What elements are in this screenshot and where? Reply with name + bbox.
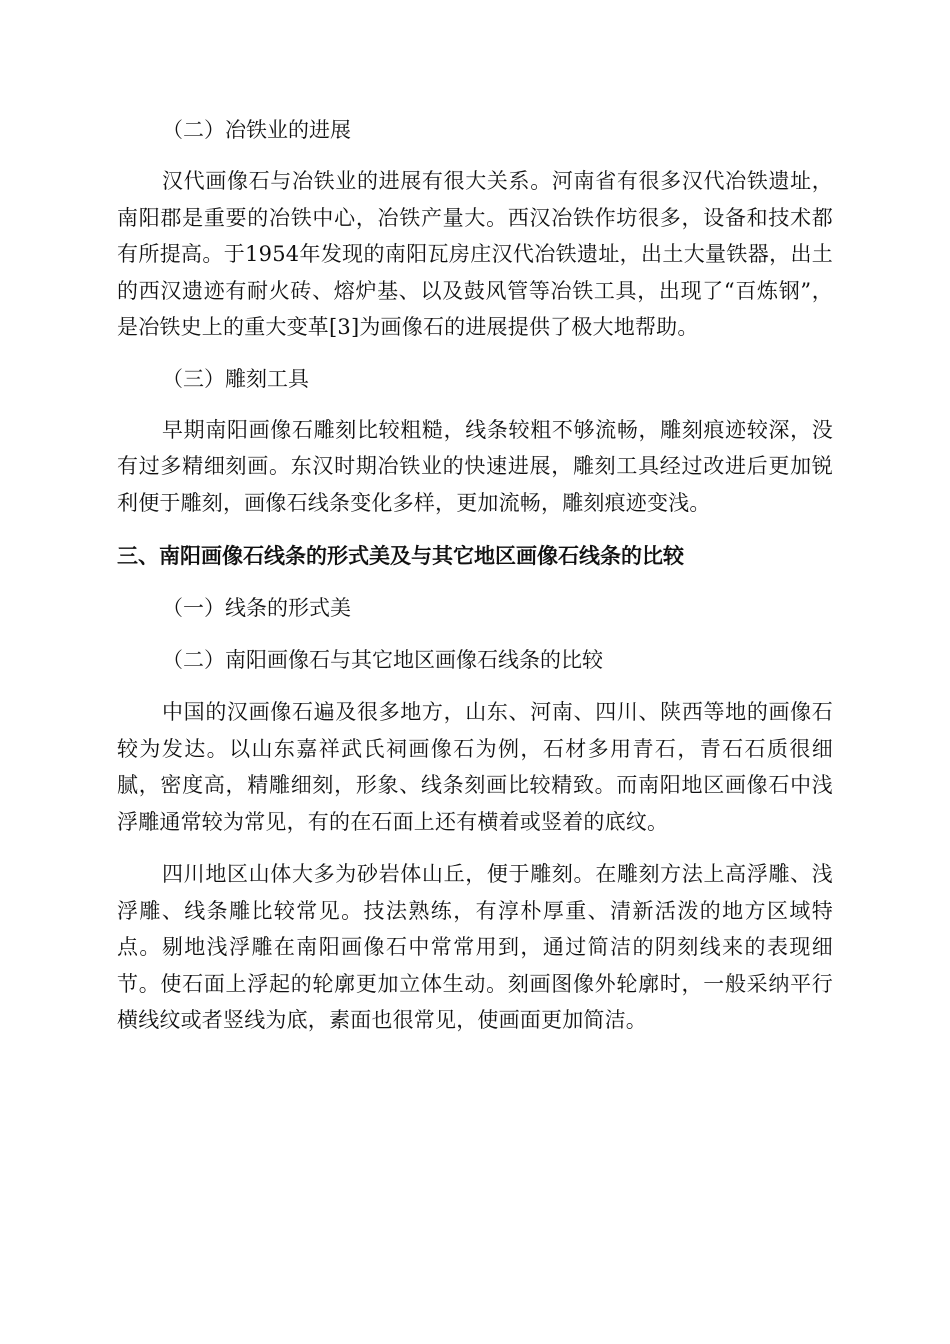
subheading-iron-industry: （二）冶铁业的进展 [162,118,351,142]
subheading-form-beauty: （一）线条的形式美 [162,596,351,620]
paragraph-carving-tools: 早期南阳画像石雕刻比较粗糙，线条较粗不够流畅，雕刻痕迹较深，没有过多精细刻画。东汉时期冶铁业的快速进展，雕刻工具经过改进后更加锐利便于雕刻，画像石线条变化多样，更加流畅，雕刻痕迹变浅。 [117,417,833,515]
section-heading-three: 三、南阳画像石线条的形式美及与其它地区画像石线条的比较 [117,544,684,568]
document-page [117,112,833,1039]
subheading-comparison: （二）南阳画像石与其它地区画像石线条的比较 [162,648,603,672]
subheading-carving-tools: （三）雕刻工具 [162,366,309,391]
paragraph-iron-industry: 汉代画像石与冶铁业的进展有很大关系。河南省有很多汉代冶铁遗址，南阳郡是重要的冶铁中心，冶铁产量大。西汉冶铁作坊很多，设备和技术都有所提高。于1954年发现的南阳瓦房庄汉代冶铁遗址，出土大量铁器，出土的西汉遗迹有耐火砖、熔炉基、以及鼓风管等冶铁工具，出现了“百炼钢”，是冶铁史上的重大变革[3]为画像石的进展提供了极大地帮助。 [117,169,833,339]
paragraph-sichuan-stones: 四川地区山体大多为砂岩体山丘，便于雕刻。在雕刻方法上高浮雕、浅浮雕、线条雕比较常见。技法熟练，有淳朴厚重、清新活泼的地方区域特点。剔地浅浮雕在南阳画像石中常常用到，通过简洁的阴刻线来的表现细节。使石面上浮起的轮廓更加立体生动。刻画图像外轮廓时，一般采纳平行横线纹或者竖线为底，素面也很常见，使画面更加简洁。 [117,862,833,1032]
paragraph-china-stones: 中国的汉画像石遍及很多地方，山东、河南、四川、陕西等地的画像石较为发达。以山东嘉祥武氏祠画像石为例，石材多用青石，青石石质很细腻，密度高，精雕细刻，形象、线条刻画比较精致。而南阳地区画像石中浅浮雕通常较为常见，有的在石面上还有横着或竖着的底纹。 [117,700,833,834]
